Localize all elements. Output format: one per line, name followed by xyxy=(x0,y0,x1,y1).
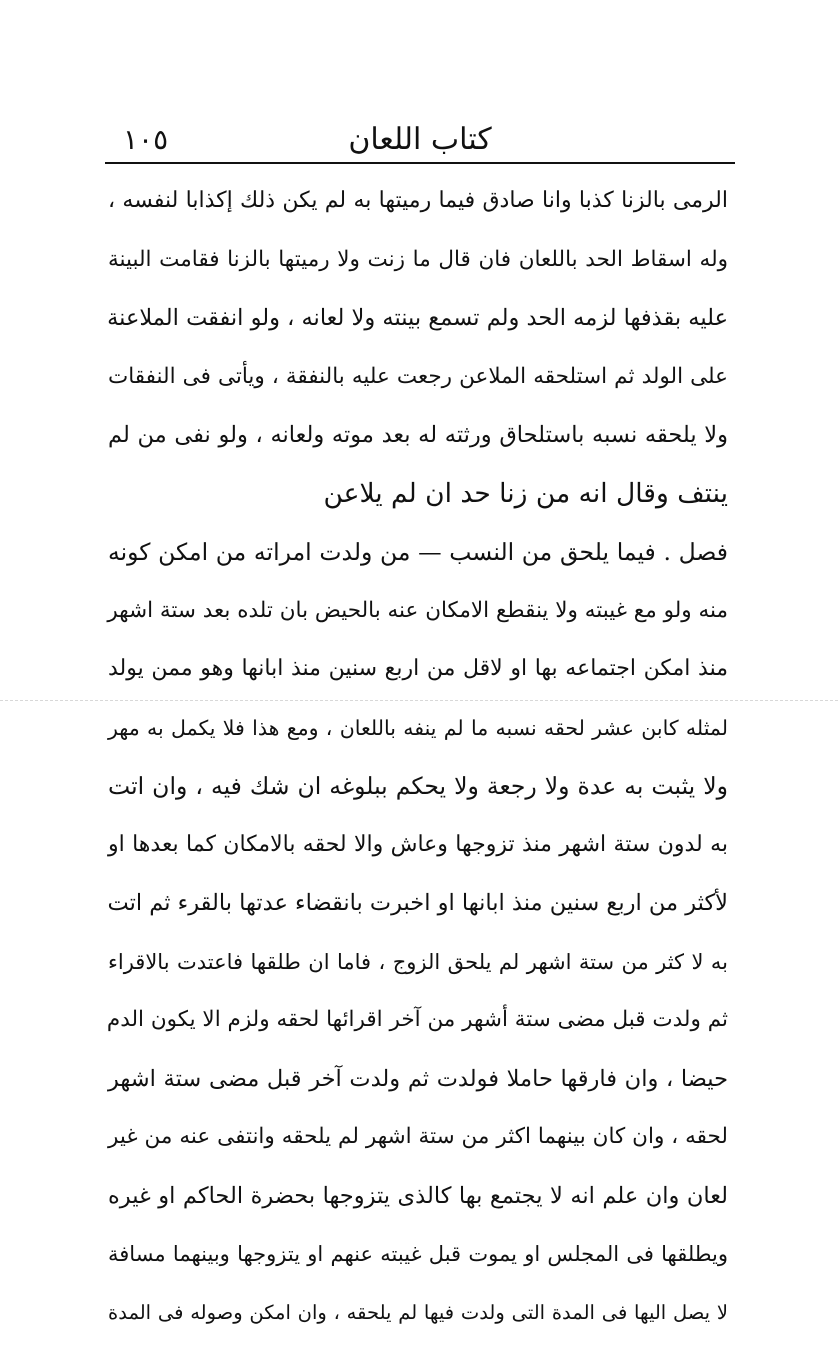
text-line: ينتف وقال انه من زنا حد ان لم يلاعن xyxy=(323,477,728,509)
text-line: على الولد ثم استلحقه الملاعن رجعت عليه بالنفقة ، ويأتى فى النفقات xyxy=(108,363,728,389)
text-line: حيضا ، وان فارقها حاملا فولدت ثم ولدت آخر قبل مضى ستة اشهر xyxy=(108,1065,728,1092)
text-line: منذ امكن اجتماعه بها او لاقل من اربع سنين منذ ابانها وهو ممن يولد xyxy=(108,656,728,681)
text-line: عليه بقذفها لزمه الحد ولم تسمع بينته ولا لعانه ، ولو انفقت الملاعنة xyxy=(107,305,728,331)
header-rule xyxy=(105,162,735,164)
text-line: منه ولو مع غيبته ولا ينقطع الامكان عنه بالحيض بان تلده بعد ستة اشهر xyxy=(107,597,728,623)
page-header xyxy=(105,112,735,164)
text-line: لحقه ، وان كان بينهما اكثر من ستة اشهر لم يلحقه وانتفى عنه من غير xyxy=(108,1124,728,1149)
text-line: به لا كثر من ستة اشهر لم يلحق الزوج ، فاما ان طلقها فاعتدت بالاقراء xyxy=(108,949,728,974)
scan-artifact-line xyxy=(0,700,838,701)
text-line: به لدون ستة اشهر منذ تزوجها وعاش والا لحقه بالامكان كما بعدها او xyxy=(108,831,728,857)
text-line: ولا يلحقه نسبه باستلحاق ورثته له بعد موته ولعانه ، ولو نفى من لم xyxy=(108,422,728,448)
page-number: ١٠٥ xyxy=(123,123,169,156)
section-heading-line: فصل . فيما يلحق من النسب — من ولدت امراته من امكن كونه xyxy=(108,538,728,566)
text-line: لعان وان علم انه لا يجتمع بها كالذى يتزوجها بحضرة الحاكم او غيره xyxy=(108,1182,728,1209)
text-line: ويطلقها فى المجلس او يموت قبل غيبته عنهم او يتزوجها وبينهما مسافة xyxy=(108,1242,728,1266)
text-line: ثم ولدت قبل مضى ستة أشهر من آخر اقرائها لحقه ولزم الا يكون الدم xyxy=(106,1007,728,1032)
text-line: لا يصل اليها فى المدة التى ولدت فيها لم يلحقه ، وان امكن وصوله فى المدة xyxy=(108,1300,728,1324)
text-line: لأكثر من اربع سنين منذ ابانها او اخبرت بانقضاء عدتها بالقرء ثم اتت xyxy=(107,890,728,916)
text-line: الرمى بالزنا كذبا وانا صادق فيما رميتها به لم يكن ذلك إكذابا لنفسه ، xyxy=(108,188,728,213)
text-line: وله اسقاط الحد باللعان فان قال ما زنت ولا رميتها بالزنا فقامت البينة xyxy=(108,246,728,272)
text-line: لمثله كابن عشر لحقه نسبه ما لم ينفه باللعان ، ومع هذا فلا يكمل به مهر xyxy=(108,715,728,740)
running-title: كتاب اللعان xyxy=(348,122,492,157)
text-line: ولا يثبت به عدة ولا رجعة ولا يحكم ببلوغه ان شك فيه ، وان اتت xyxy=(108,772,728,800)
body-text xyxy=(108,172,728,1342)
